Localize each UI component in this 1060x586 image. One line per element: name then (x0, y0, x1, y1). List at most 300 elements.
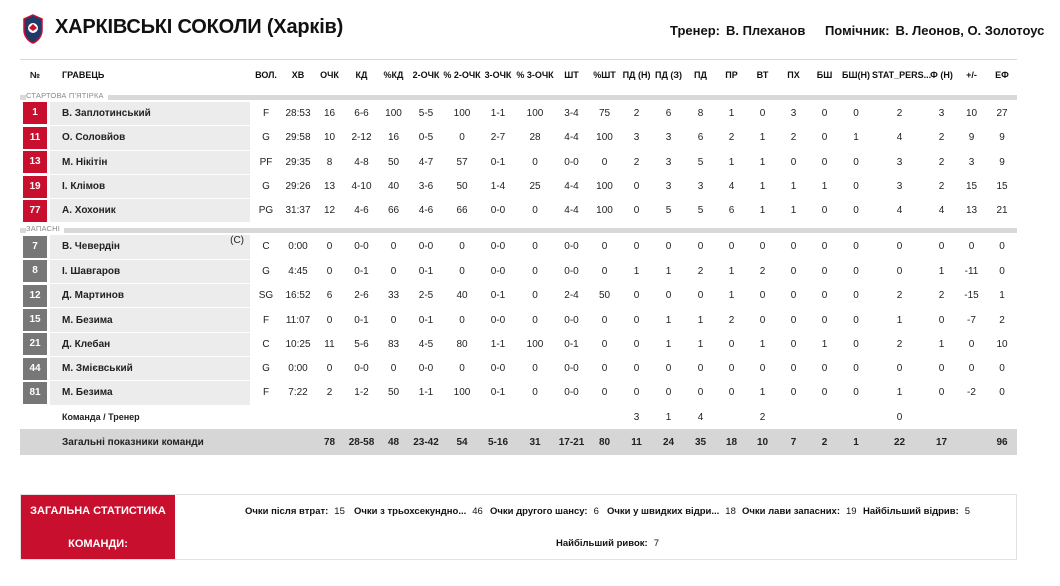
stat-cell: 2 (747, 405, 778, 429)
stat-cell: 29:35 (282, 150, 314, 174)
stat-cell: 7 (778, 429, 809, 455)
table-row[interactable] (20, 199, 1017, 223)
stat-cell: 0 (652, 381, 685, 405)
stat-cell: 0 (809, 235, 840, 259)
player-position: SG (250, 284, 282, 308)
stat-cell: 4 (872, 126, 927, 150)
stat-cell: 0 (621, 381, 652, 405)
stat-cell: 0 (840, 259, 872, 283)
stat-cell: 0-1 (345, 259, 378, 283)
stat-cell: 100 (588, 199, 621, 223)
jersey-number: 81 (23, 382, 47, 404)
stat-cell: 0 (685, 235, 716, 259)
player-position: G (250, 356, 282, 380)
stat-cell: 2-7 (481, 126, 515, 150)
stat-cell (481, 405, 515, 429)
coach-row (20, 405, 1017, 429)
stat-cell: 27 (987, 102, 1017, 126)
summary-item-bench-points: Очки лави запасних: 19 (742, 506, 857, 517)
stat-cell: 3 (652, 126, 685, 150)
jersey-number: 12 (23, 285, 47, 307)
jersey-number: 21 (23, 333, 47, 355)
stat-cell: 25 (515, 174, 555, 198)
column-header[interactable]: 2-ОЧК (409, 60, 443, 90)
stat-cell: 0 (443, 356, 481, 380)
column-header[interactable]: № (20, 60, 50, 90)
coach-info (670, 23, 1045, 38)
stat-cell: 28-58 (345, 429, 378, 455)
stat-cell: 0 (840, 174, 872, 198)
column-header[interactable]: 3-ОЧК (481, 60, 515, 90)
table-row[interactable] (20, 259, 1017, 283)
stat-cell: 4-8 (345, 150, 378, 174)
stat-cell: 0-5 (409, 126, 443, 150)
stat-cell: 12 (314, 199, 345, 223)
stat-cell: 0 (652, 284, 685, 308)
stat-cell: 2 (872, 332, 927, 356)
stat-cell: 33 (378, 284, 409, 308)
stat-cell: 1 (927, 332, 956, 356)
stat-cell: 0:00 (282, 235, 314, 259)
stat-cell: 4:45 (282, 259, 314, 283)
stat-cell: 0 (314, 259, 345, 283)
stat-cell: 35 (685, 429, 716, 455)
stat-cell: 3 (778, 102, 809, 126)
column-header[interactable]: Ф (Н) (927, 60, 956, 90)
player-name[interactable]: М. Змієвський (62, 363, 133, 375)
column-header[interactable]: ПР (716, 60, 747, 90)
stat-cell: 6 (314, 284, 345, 308)
stat-cell: 50 (378, 150, 409, 174)
stat-cell: 2-5 (409, 284, 443, 308)
stat-cell: 13 (314, 174, 345, 198)
table-row[interactable] (20, 235, 1017, 259)
stat-cell: 50 (443, 174, 481, 198)
stat-cell: 1 (987, 284, 1017, 308)
stat-cell: 1 (872, 308, 927, 332)
player-position: C (250, 235, 282, 259)
stat-cell: 0 (747, 284, 778, 308)
table-row[interactable] (20, 126, 1017, 150)
stat-cell (778, 405, 809, 429)
stat-cell: 0-0 (555, 235, 588, 259)
stat-cell: 11 (621, 429, 652, 455)
stat-cell: 15 (956, 174, 987, 198)
stat-cell: 0 (809, 308, 840, 332)
stat-cell: 0 (314, 235, 345, 259)
stat-cell (409, 405, 443, 429)
stat-cell: 2-12 (345, 126, 378, 150)
stat-cell: 1 (716, 102, 747, 126)
stat-cell: 0 (443, 308, 481, 332)
stat-cell: 0 (747, 235, 778, 259)
column-header[interactable]: ПД (685, 60, 716, 90)
column-header[interactable]: ПД (Н) (621, 60, 652, 90)
column-header[interactable]: БШ(Н) (840, 60, 872, 90)
stat-cell: 5 (652, 199, 685, 223)
coach-name: В. Плеханов (725, 23, 806, 38)
stat-cell: 0-0 (481, 235, 515, 259)
stat-cell: 6 (685, 126, 716, 150)
player-name[interactable]: М. Безима (62, 387, 113, 399)
stat-cell: 6 (652, 102, 685, 126)
stat-cell: 0 (840, 284, 872, 308)
stat-cell: 0 (378, 308, 409, 332)
stat-cell: 0 (809, 356, 840, 380)
stat-cell: 5-16 (481, 429, 515, 455)
stat-cell: 1 (652, 332, 685, 356)
column-header[interactable]: ОЧК (314, 60, 345, 90)
stat-cell (809, 405, 840, 429)
stat-cell: 54 (443, 429, 481, 455)
stat-cell: 2 (927, 284, 956, 308)
player-position: PF (250, 150, 282, 174)
section-label: СТАРТОВА П'ЯТІРКА (26, 91, 108, 100)
stat-cell: 15 (987, 174, 1017, 198)
stat-cell: 0 (809, 259, 840, 283)
stat-cell: 3 (872, 150, 927, 174)
stat-cell (987, 405, 1017, 429)
bench-section (20, 223, 1017, 235)
player-position: F (250, 381, 282, 405)
table-row[interactable] (20, 102, 1017, 126)
stat-cell: 0 (809, 126, 840, 150)
row-label: Загальні показники команди (50, 429, 250, 455)
stat-cell: -11 (956, 259, 987, 283)
stat-cell: 0 (987, 356, 1017, 380)
jersey-number: 15 (23, 309, 47, 331)
stat-cell (443, 405, 481, 429)
player-name[interactable]: В. Чевердін (62, 241, 120, 253)
summary-item-biggest-lead: Найбільший відрив: 5 (863, 506, 971, 517)
stat-cell: 0 (809, 381, 840, 405)
team-summary (20, 494, 1017, 560)
stat-cell: 0 (872, 405, 927, 429)
stat-cell: 0-1 (409, 308, 443, 332)
stat-cell: 0 (588, 332, 621, 356)
column-header[interactable]: ВТ (747, 60, 778, 90)
stat-cell: 100 (515, 102, 555, 126)
stat-cell: 9 (956, 126, 987, 150)
stat-cell: 0 (987, 235, 1017, 259)
column-header[interactable]: КД (345, 60, 378, 90)
stat-cell: 1 (809, 332, 840, 356)
stat-cell: 100 (588, 174, 621, 198)
column-header[interactable]: STAT_PERS... (872, 60, 927, 90)
column-header[interactable]: %КД (378, 60, 409, 90)
stat-cell: 2-4 (555, 284, 588, 308)
player-position: G (250, 259, 282, 283)
stat-cell: 0 (621, 235, 652, 259)
column-header[interactable]: +/- (956, 60, 987, 90)
stat-cell: 0 (515, 199, 555, 223)
row-label: Команда / Тренер (50, 405, 250, 429)
stat-cell: 1-2 (345, 381, 378, 405)
stat-cell: 0 (621, 199, 652, 223)
stat-cell: 40 (443, 284, 481, 308)
stat-cell: 57 (443, 150, 481, 174)
stat-cell: 0 (956, 356, 987, 380)
stat-cell: 4-4 (555, 199, 588, 223)
stat-cell: 2 (685, 259, 716, 283)
stat-cell: 1 (652, 308, 685, 332)
stat-cell: 0 (956, 235, 987, 259)
stat-cell: 4 (685, 405, 716, 429)
stat-cell: 100 (588, 126, 621, 150)
stat-cell: 0 (443, 259, 481, 283)
stat-cell: 0 (987, 381, 1017, 405)
stat-cell: 16:52 (282, 284, 314, 308)
stat-cell: 48 (378, 429, 409, 455)
stat-cell: 0-0 (555, 150, 588, 174)
stat-cell: 10 (956, 102, 987, 126)
team-title: ХАРКІВСЬКІ СОКОЛИ (Харків) (55, 16, 344, 38)
stat-cell: 0 (778, 259, 809, 283)
stat-cell (956, 405, 987, 429)
stat-cell: 1 (716, 259, 747, 283)
column-header[interactable]: %ШТ (588, 60, 621, 90)
stat-cell: -2 (956, 381, 987, 405)
stat-cell: 3 (652, 150, 685, 174)
stat-cell: 23-42 (409, 429, 443, 455)
stat-cell: 0 (778, 150, 809, 174)
table-header (20, 60, 1017, 90)
stat-cell: 0 (778, 332, 809, 356)
stat-cell: -15 (956, 284, 987, 308)
stat-cell: 78 (314, 429, 345, 455)
stat-cell: 28 (515, 126, 555, 150)
captain-badge: (C) (230, 234, 244, 246)
stat-cell: 0 (747, 308, 778, 332)
stat-cell: 0 (685, 381, 716, 405)
stat-cell: 0-0 (555, 356, 588, 380)
table-row[interactable] (20, 356, 1017, 380)
stat-cell: 1 (927, 259, 956, 283)
stat-cell: 1 (872, 381, 927, 405)
stat-cell: 0 (685, 356, 716, 380)
stat-cell: 10:25 (282, 332, 314, 356)
player-name[interactable]: В. Заплотинський (62, 107, 151, 119)
stat-cell: 0 (443, 235, 481, 259)
stat-cell: 3 (872, 174, 927, 198)
column-header[interactable]: ХВ (282, 60, 314, 90)
stat-cell: 0 (443, 126, 481, 150)
stat-cell: 3 (621, 405, 652, 429)
player-position: F (250, 308, 282, 332)
stat-cell: 0 (840, 235, 872, 259)
player-name[interactable]: М. Безима (62, 314, 113, 326)
table-row[interactable] (20, 381, 1017, 405)
column-header[interactable]: ПД (З) (652, 60, 685, 90)
stat-cell: 2 (927, 126, 956, 150)
stat-cell: 0 (872, 356, 927, 380)
stat-cell: 0-0 (409, 235, 443, 259)
stat-cell (282, 429, 314, 455)
jersey-number: 77 (23, 200, 47, 222)
player-name[interactable]: Д. Мартинов (62, 290, 125, 302)
stat-cell: 4-7 (409, 150, 443, 174)
summary-title (21, 495, 175, 559)
stat-cell: 4 (872, 199, 927, 223)
column-header[interactable]: ВОЛ. (250, 60, 282, 90)
stat-cell: 0 (716, 381, 747, 405)
stat-cell: 0 (927, 356, 956, 380)
stat-cell: 10 (314, 126, 345, 150)
stat-cell: 2 (621, 150, 652, 174)
stat-cell: 1-1 (409, 381, 443, 405)
stat-cell: 4-4 (555, 126, 588, 150)
assistant-name: В. Леонов, О. Золотоус (895, 23, 1045, 38)
stat-cell: 16 (378, 126, 409, 150)
stat-cell: 0:00 (282, 356, 314, 380)
table-row[interactable] (20, 174, 1017, 198)
stat-cell (314, 405, 345, 429)
stat-cell: 3-6 (409, 174, 443, 198)
stat-cell: 1 (747, 381, 778, 405)
stat-cell: 0 (927, 235, 956, 259)
column-header[interactable]: ПХ (778, 60, 809, 90)
stat-cell: 0-1 (409, 259, 443, 283)
stat-cell: 0 (778, 381, 809, 405)
stat-cell: 0 (716, 332, 747, 356)
stat-cell: 0 (927, 308, 956, 332)
stat-cell: 0 (515, 381, 555, 405)
stat-cell: 0 (621, 332, 652, 356)
jersey-number: 19 (23, 176, 47, 198)
player-name[interactable]: І. Клімов (62, 181, 106, 193)
stat-cell: 0 (716, 235, 747, 259)
stat-cell: 0 (840, 356, 872, 380)
summary-title-line1: ЗАГАЛЬНА СТАТИСТИКА (30, 505, 166, 517)
stat-cell: 2 (314, 381, 345, 405)
stat-cell: 2 (747, 259, 778, 283)
player-name[interactable]: І. Шавгаров (62, 265, 121, 277)
stat-cell: 5 (685, 199, 716, 223)
stat-cell: 0 (809, 150, 840, 174)
team-logo-icon (22, 14, 44, 44)
stat-cell: 0 (987, 259, 1017, 283)
stat-cell: 0-1 (481, 284, 515, 308)
stat-cell: 2 (927, 174, 956, 198)
stat-cell: 4-4 (555, 174, 588, 198)
stat-cell: 0 (621, 308, 652, 332)
stat-cell: 0 (588, 356, 621, 380)
stat-cell: 0 (927, 381, 956, 405)
stat-cell: 0 (588, 235, 621, 259)
assistant-label: Помічник: (824, 23, 890, 38)
section-label: ЗАПАСНІ (26, 224, 64, 233)
stat-cell: 3-4 (555, 102, 588, 126)
stat-cell: 0 (956, 332, 987, 356)
stat-cell: 0-1 (555, 332, 588, 356)
stat-cell: 0 (840, 102, 872, 126)
stat-cell: 40 (378, 174, 409, 198)
table-row[interactable] (20, 284, 1017, 308)
stat-cell: 1 (747, 126, 778, 150)
stat-cell: 5 (685, 150, 716, 174)
stat-cell (956, 429, 987, 455)
stat-cell: 4 (927, 199, 956, 223)
summary-item-second-chance: Очки другого шансу: 6 (490, 506, 599, 517)
stat-cell: 0 (778, 284, 809, 308)
column-header[interactable]: ЕФ (987, 60, 1017, 90)
stat-cell: 0 (588, 150, 621, 174)
stat-cell: 0 (314, 356, 345, 380)
column-header[interactable]: БШ (809, 60, 840, 90)
summary-item-paint-points: Очки з трьохсекундно... 46 (354, 506, 483, 517)
stat-cell: 1-1 (481, 332, 515, 356)
stat-cell: 2 (872, 284, 927, 308)
table-row[interactable] (20, 332, 1017, 356)
stat-cell (282, 405, 314, 429)
stat-cell: 0 (872, 259, 927, 283)
player-name[interactable]: Д. Клебан (62, 338, 111, 350)
player-name[interactable]: О. Соловйов (62, 132, 126, 144)
stat-cell: 0-0 (555, 259, 588, 283)
jersey-number: 13 (23, 151, 47, 173)
stat-cell: 0 (840, 199, 872, 223)
column-header[interactable]: ШТ (555, 60, 588, 90)
stat-cell: 3 (621, 126, 652, 150)
stat-cell: 3 (652, 174, 685, 198)
stat-cell: 5-6 (345, 332, 378, 356)
stat-cell: 0-0 (555, 381, 588, 405)
player-name[interactable]: М. Нікітін (62, 156, 108, 168)
stat-cell: 8 (314, 150, 345, 174)
column-header[interactable]: ГРАВЕЦЬ (50, 60, 250, 90)
stat-cell: 3 (956, 150, 987, 174)
summary-item-fastbreak: Очки у швидких відри... 18 (607, 506, 736, 517)
stat-cell (716, 405, 747, 429)
jersey-number: 11 (23, 127, 47, 149)
stat-cell: 2 (872, 102, 927, 126)
stat-cell: 7:22 (282, 381, 314, 405)
column-header[interactable]: % 3-ОЧК (515, 60, 555, 90)
stat-cell: 0 (652, 235, 685, 259)
stat-cell: 2 (987, 308, 1017, 332)
stat-cell: 66 (378, 199, 409, 223)
jersey-number: 1 (23, 102, 47, 124)
jersey-number: 44 (23, 358, 47, 380)
table-row[interactable] (20, 150, 1017, 174)
box-score-table (20, 59, 1017, 455)
stat-cell: 0-1 (481, 150, 515, 174)
stat-cell: 0 (778, 308, 809, 332)
stat-cell: 29:26 (282, 174, 314, 198)
summary-item-turnover-points: Очки після втрат: 15 (245, 506, 345, 517)
stat-cell: 1-1 (481, 102, 515, 126)
stat-cell: 0-0 (481, 308, 515, 332)
stat-cell: 0 (515, 284, 555, 308)
player-position: G (250, 174, 282, 198)
stat-cell: 1 (840, 429, 872, 455)
stat-cell: 0 (809, 102, 840, 126)
stat-cell: 21 (987, 199, 1017, 223)
stat-cell: 0-0 (481, 356, 515, 380)
stat-cell: 2 (927, 150, 956, 174)
stat-cell: 1 (778, 199, 809, 223)
stat-cell: 0 (778, 235, 809, 259)
player-name[interactable]: А. Хохоник (62, 205, 116, 217)
table-row[interactable] (20, 308, 1017, 332)
stat-cell: 0 (716, 356, 747, 380)
player-position: F (250, 102, 282, 126)
stat-cell: 1 (652, 405, 685, 429)
stat-cell: 0-1 (481, 381, 515, 405)
stat-cell (927, 405, 956, 429)
stat-cell: 50 (588, 284, 621, 308)
column-header[interactable]: % 2-ОЧК (443, 60, 481, 90)
